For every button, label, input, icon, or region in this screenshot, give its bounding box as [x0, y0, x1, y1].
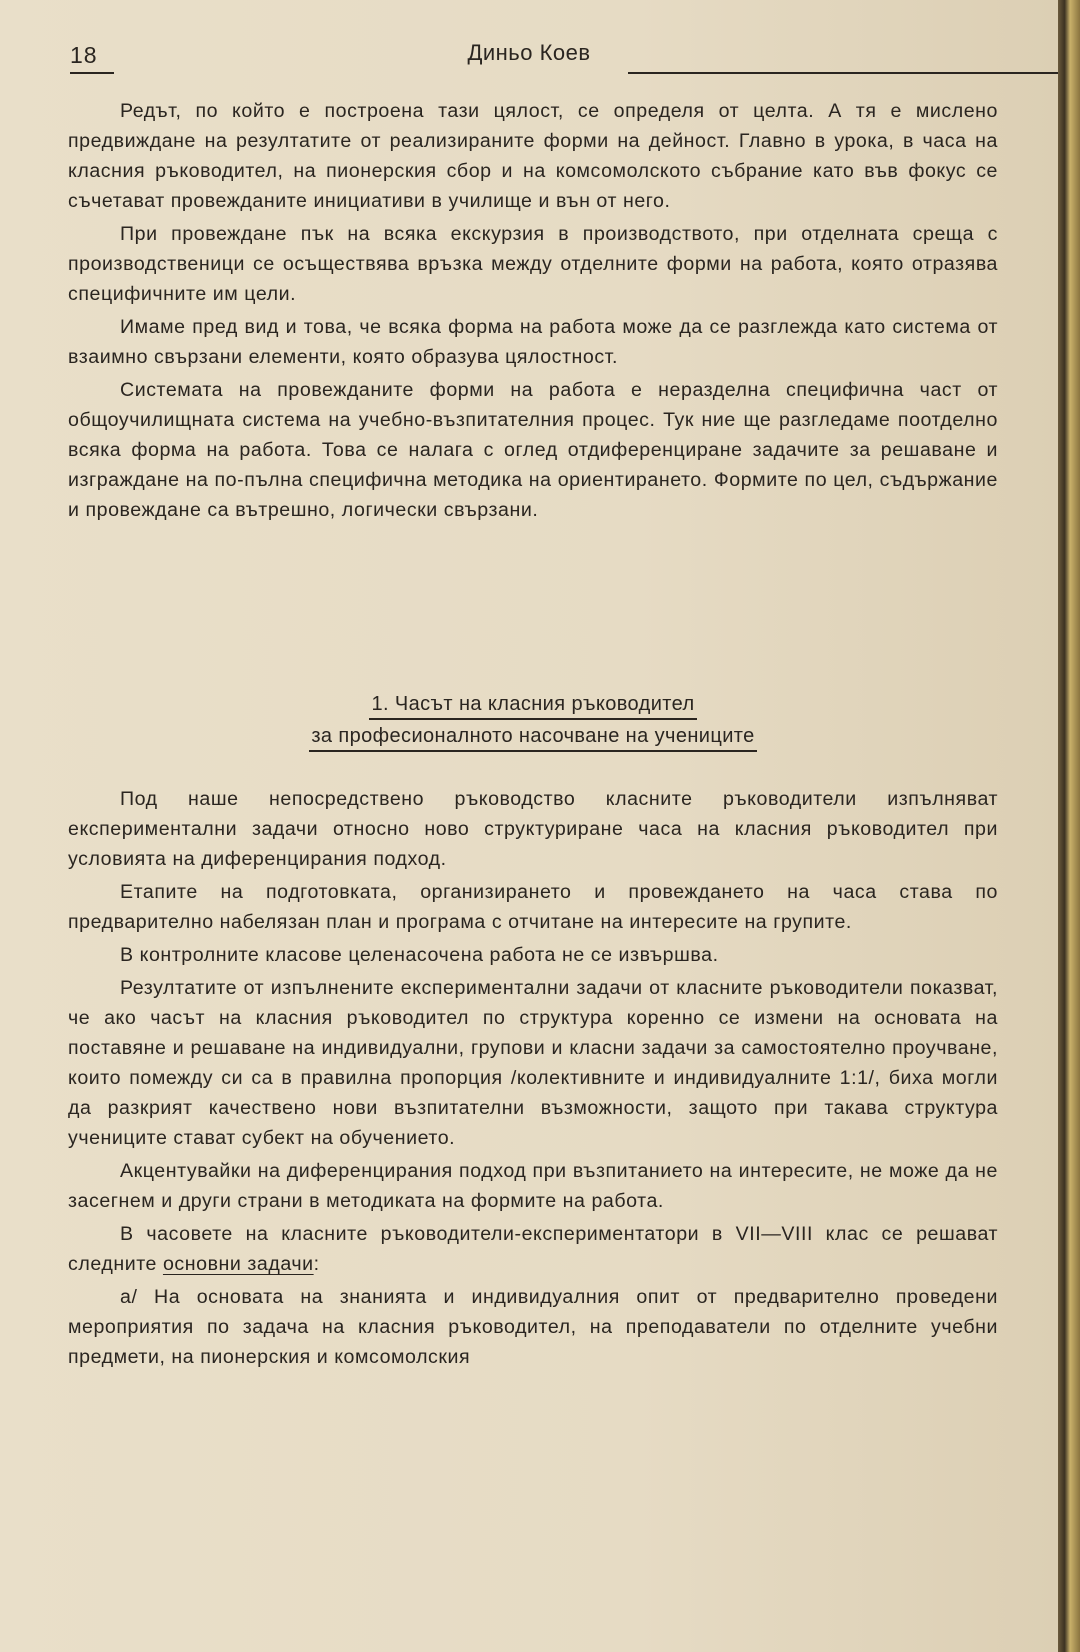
section-text [68, 784, 998, 1375]
paragraph: Системата на провежданите форми на работа е неразделна специфична част от общоучилищната система на учебно-възпитателния процес. Тук ние ще разгледаме поотделно всяка форма на работа. Това се налага с оглед отдиференциране задачите за решаване и изграждане на по-пълна специфична методика на ориентирането. Формите по цел, съдържание и провеждане са вътрешно, логически свързани. [68, 379, 998, 521]
page-number: 18 [70, 42, 98, 68]
tasks-intro-underlined: основни задачи [162, 1253, 314, 1275]
section-heading-line-2: за професионалното насочване на учениците [309, 722, 756, 752]
header-rule-left [70, 72, 114, 74]
paragraph: Резултатите от изпълнените експериментални задачи от класните ръководители показват, че ако часът на класния ръководител по структура коренно се измени на основата на поставяне и решаване на индивидуални, групови и класни задачи за самостоятелно проучване, които помежду си са в правилна пропорция /колективните и индивидуалните 1:1/, биха могли да разкрият качествено нови възпитателни възможности, защото при такава структура учениците стават субект на обучението. [68, 977, 998, 1149]
book-spine-edge [1058, 0, 1080, 1652]
paragraph: Под наше непосредствено ръководство класните ръководители изпълняват експериментални задачи относно ново структуриране часа на класния ръководител при условията на диференцирания подход. [68, 788, 998, 870]
paragraph: Акцентувайки на диференцирания подход при възпитанието на интересите, не може да не засегнем и други страни в методиката на формите на работа. [68, 1160, 998, 1212]
task-a-paragraph: а/ На основата на знанията и индивидуалния опит от предварително проведени мероприятия по задача на класния ръководител, на преподаватели по отделните учебни предмети, на пионерския и комсомолския [68, 1286, 998, 1368]
tasks-intro-paragraph [68, 1219, 998, 1279]
paragraph: Редът, по който е построена тази цялост, се определя от целта. А тя е мислено предвиждане на резултатите от реализираните форми на дейност. Главно в урока, в часа на класния ръководител, на пионерския сбор и на комсомолското събрание като във фокус се съчетават провежданите инициативи в училище и вън от него. [68, 100, 998, 212]
tasks-intro-colon: : [313, 1253, 320, 1275]
paragraph: В контролните класове целенасочена работа не се извършва. [120, 944, 719, 966]
header-rule-right [628, 72, 1058, 74]
section-heading-line-1: 1. Часът на класния ръководител [369, 690, 696, 720]
page-header [70, 38, 988, 74]
tasks-intro-text: В часовете на класните ръководители-експериментатори в VII—VIII клас се решават следните [68, 1223, 998, 1275]
paragraph: Имаме пред вид и това, че всяка форма на работа може да се разглежда като система от взаимно свързани елементи, която образува цялостност. [68, 316, 998, 368]
running-head-author: Диньо Коев [467, 40, 591, 65]
paragraph: При провеждане пък на всяка екскурзия в производството, при отделната среща с производственици се осъществява връзка между отделните форми на работа, която отразява специфичните им цели. [68, 223, 998, 305]
intro-text [68, 96, 998, 528]
paragraph: Етапите на подготовката, организирането и провеждането на часа става по предварително набелязан план и програма с отчитане на интересите на групите. [68, 881, 998, 933]
section-heading [68, 688, 998, 752]
